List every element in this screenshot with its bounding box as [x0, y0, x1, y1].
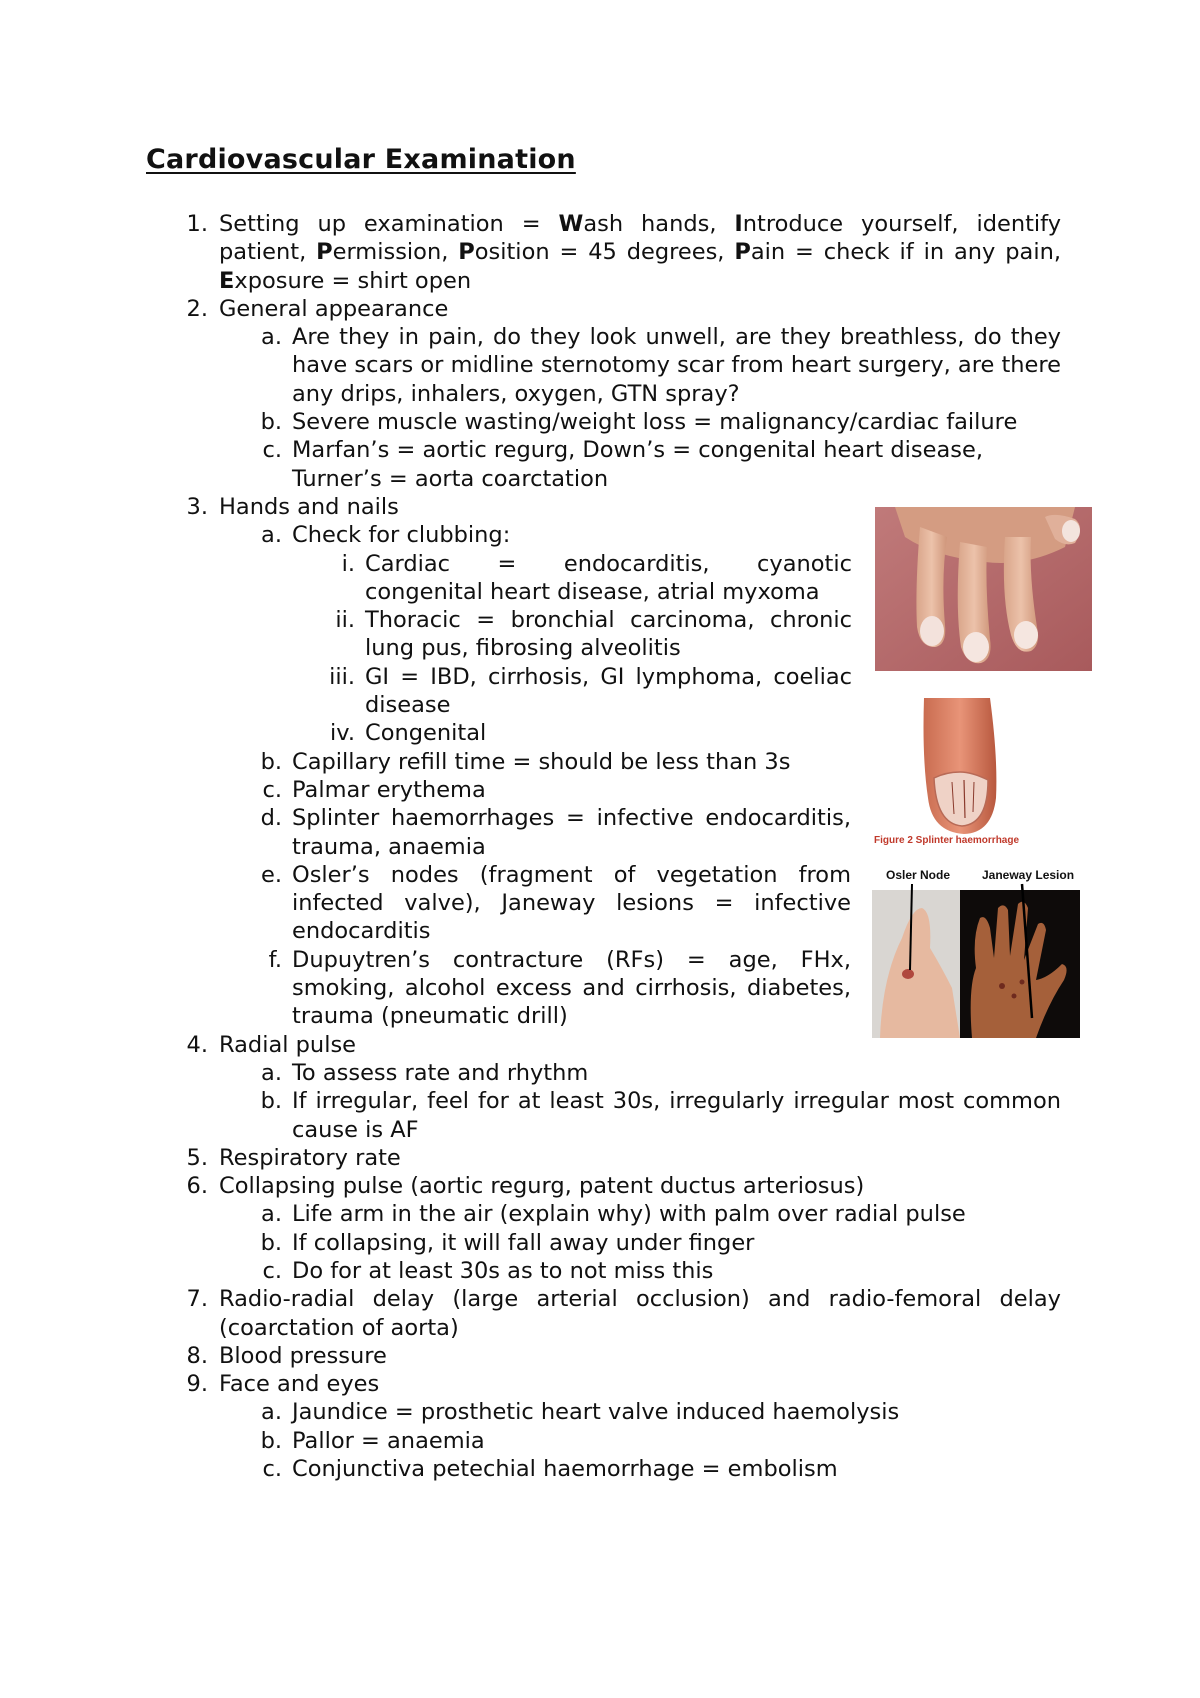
list-item-text: Thoracic = bronchial carcinoma, chronic lung pus, fibrosing alveolitis [365, 607, 852, 662]
list-marker: b. [260, 748, 282, 775]
list-marker: a. [261, 522, 282, 549]
list-marker: c. [262, 1257, 282, 1284]
list-item-text: GI = IBD, cirrhosis, GI lymphoma, coeliac disease [365, 663, 852, 719]
list-item-5 [0, 1144, 1061, 1172]
list-item-text: Are they in pain, do they look unwell, are they breathless, do they have scars or midline sternotomy scar from heart surgery, are there any drips, inhalers, oxygen, GTN spray? [292, 324, 1061, 407]
list-marker: c. [262, 437, 282, 464]
osler-janeway-illustration [872, 868, 1080, 1038]
list-item-7 [0, 1285, 1061, 1342]
text-segment: ash hands, [583, 211, 735, 237]
list-marker: e. [261, 861, 282, 888]
list-marker: 7. [186, 1286, 208, 1313]
bold-letter: P [316, 239, 333, 266]
text-segment: xposure = shirt open [234, 267, 472, 294]
text-segment: ermission, [332, 239, 459, 266]
list-item-6c [0, 1257, 1061, 1285]
list-item-text: Face and eyes [219, 1371, 380, 1398]
list-marker: a. [261, 324, 282, 351]
list-item-2c [0, 436, 1061, 493]
list-marker: 8. [186, 1342, 208, 1369]
list-item-3a-ii [0, 606, 852, 663]
list-item-text: Palmar erythema [292, 776, 486, 803]
list-item-3e [0, 861, 851, 946]
list-item-text: Check for clubbing: [292, 522, 511, 549]
list-item-3f [0, 946, 851, 1031]
list-item-text: Congenital [365, 720, 487, 747]
list-marker: b. [260, 1088, 282, 1115]
list-marker: 9. [186, 1371, 208, 1398]
list-item-text: Capillary refill time = should be less than 3s [292, 748, 791, 775]
list-item-text: Osler’s nodes (fragment of vegetation from infected valve), Janeway lesions = infective endocarditis [292, 861, 851, 945]
list-item-8 [0, 1342, 1061, 1370]
list-item-3a-iii [0, 663, 852, 720]
list-item-text: Hands and nails [219, 493, 399, 520]
text-segment: ain = check if in any pain, [750, 239, 1061, 266]
splinter-illustration [872, 698, 1092, 846]
list-item-1 [0, 210, 1061, 295]
list-marker: a. [261, 1201, 282, 1228]
list-item-text: Jaundice = prosthetic heart valve induced haemolysis [292, 1399, 900, 1426]
list-item-text: If irregular, feel for at least 30s, irregularly irregular most common cause is AF [292, 1088, 1061, 1143]
list-item-2a [0, 323, 1061, 408]
list-item-text: Dupuytren’s contracture (RFs) = age, FHx, smoking, alcohol excess and cirrhosis, diabetes, trauma (pneumatic drill) [292, 946, 851, 1030]
bold-letter: I [734, 211, 743, 237]
list-marker: c. [262, 1456, 282, 1483]
bold-letter: P [458, 239, 475, 266]
list-item-text: Radio-radial delay (large arterial occlusion) and radio-femoral delay (coarctation of aorta) [219, 1286, 1061, 1341]
osler-node-label: Osler Node [886, 868, 951, 882]
list-marker: a. [261, 1059, 282, 1086]
list-marker: iii. [329, 663, 355, 690]
janeway-lesion-label: Janeway Lesion [982, 868, 1075, 882]
list-item-text: To assess rate and rhythm [292, 1059, 589, 1086]
list-item-text: General appearance [219, 295, 449, 322]
text-segment: Setting up examination = [219, 211, 559, 237]
list-marker: 4. [186, 1031, 208, 1058]
list-item-text: Collapsing pulse (aortic regurg, patent ductus arteriosus) [219, 1173, 865, 1200]
list-item-2 [0, 295, 1061, 323]
list-marker: 1. [186, 211, 208, 237]
list-item-text: Radial pulse [219, 1031, 357, 1058]
list-item-text: Respiratory rate [219, 1144, 401, 1171]
list-marker: 5. [186, 1144, 208, 1171]
list-item-4b [0, 1087, 1061, 1144]
bold-letter: P [734, 239, 751, 266]
list-marker: b. [260, 1229, 282, 1256]
list-item-text: If collapsing, it will fall away under finger [292, 1229, 755, 1256]
exam-list [0, 210, 1200, 1483]
list-item-9c [0, 1455, 1061, 1483]
list-item-9a [0, 1398, 1061, 1426]
list-marker: 6. [186, 1173, 208, 1200]
list-item-9 [0, 1370, 1061, 1398]
list-marker: 3. [186, 493, 208, 520]
splinter-haemorrhage-photo [872, 698, 1092, 846]
list-marker: i. [341, 550, 355, 577]
list-item-6b [0, 1229, 1061, 1257]
list-item-3a-iv [0, 719, 852, 747]
text-segment: ntroduce yourself, identify patient, [219, 211, 1062, 266]
list-item-text: Cardiac = endocarditis, cyanotic congenital heart disease, atrial myxoma [365, 550, 852, 605]
bold-letter: W [558, 211, 584, 237]
list-item-3a-i [0, 550, 852, 607]
list-marker: a. [261, 1399, 282, 1426]
list-item-text: Blood pressure [219, 1342, 387, 1369]
list-item-text: Severe muscle wasting/weight loss = malignancy/cardiac failure [292, 409, 1018, 436]
list-item-text: Do for at least 30s as to not miss this [292, 1257, 714, 1284]
list-item-9b [0, 1427, 1061, 1455]
list-marker: b. [260, 409, 282, 436]
list-item-4a [0, 1059, 1061, 1087]
list-marker: d. [260, 805, 282, 832]
text-segment: osition = 45 degrees, [474, 239, 735, 266]
list-item-text: Life arm in the air (explain why) with palm over radial pulse [292, 1201, 966, 1228]
list-item-2b [0, 408, 1061, 436]
page-title: Cardiovascular Examination [146, 144, 576, 175]
list-marker: b. [260, 1427, 282, 1454]
clubbing-illustration [875, 507, 1092, 671]
list-marker: ii. [335, 607, 355, 634]
list-marker: f. [268, 946, 282, 973]
osler-janeway-photo [872, 868, 1080, 1038]
list-marker: c. [262, 776, 282, 803]
list-item-text: Conjunctiva petechial haemorrhage = embolism [292, 1456, 838, 1483]
figure-caption: Figure 2 Splinter haemorrhage [874, 835, 1020, 846]
clubbing-photo [875, 507, 1092, 671]
list-item-text: Pallor = anaemia [292, 1427, 485, 1454]
list-marker: 2. [186, 295, 208, 322]
list-item-6 [0, 1172, 1061, 1200]
list-item-text: Marfan’s = aortic regurg, Down’s = congenital heart disease, Turner’s = aorta coarctation [292, 437, 983, 492]
bold-letter: E [219, 267, 235, 294]
list-item-text: Splinter haemorrhages = infective endocarditis, trauma, anaemia [292, 805, 851, 860]
list-marker: iv. [330, 720, 355, 747]
list-item-3d [0, 804, 851, 861]
list-item-6a [0, 1200, 1061, 1228]
